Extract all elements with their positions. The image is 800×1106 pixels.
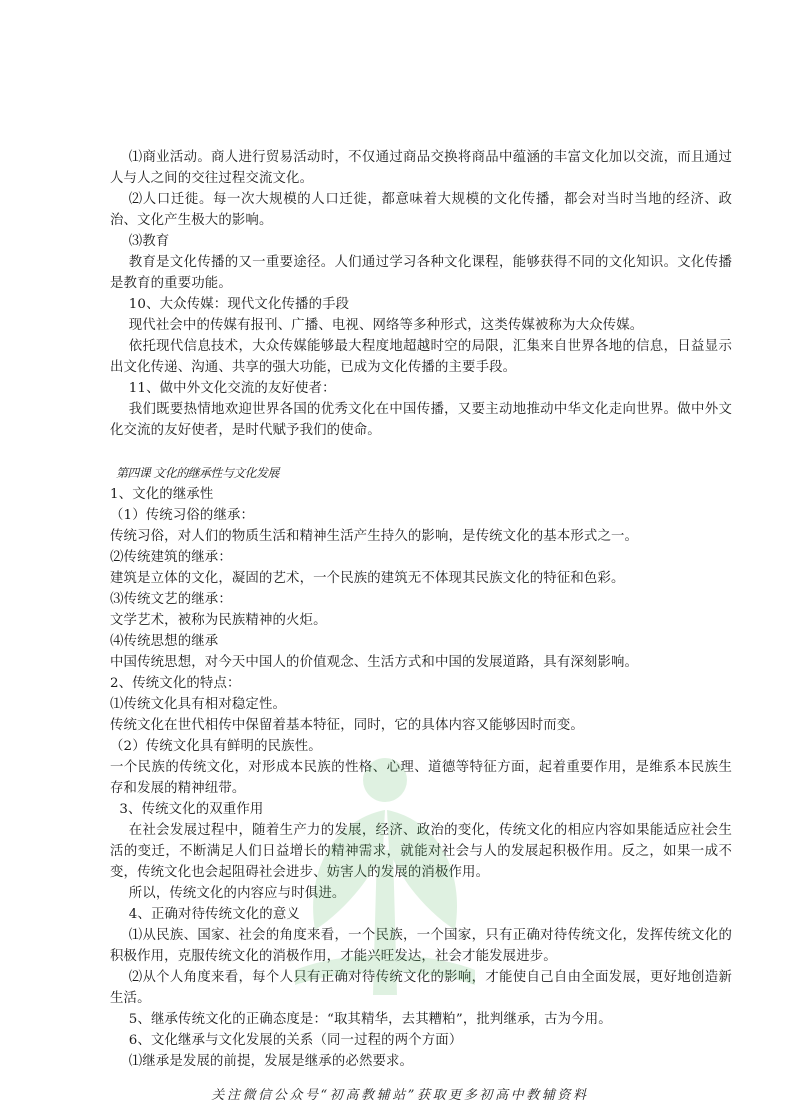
section-heading: 10、大众传媒：现代文化传播的手段 bbox=[128, 297, 350, 312]
section-heading: 6、文化继承与文化发展的关系（同一过程的两个方面） bbox=[128, 1033, 463, 1048]
section-heading: 3、传统文化的双重作用 bbox=[119, 802, 264, 817]
lesson-title: 第四课 文化的继承性与文化发展 bbox=[116, 466, 279, 480]
paragraph: 依托现代信息技术，大众传媒能够最大程度地超越时空的局限，汇集来自世界各地的信息，日益显示出文化传递、沟通、共享的强大功能，已成为文化传播的主要手段。 bbox=[110, 339, 732, 375]
paragraph: ⑴商业活动。商人进行贸易活动时，不仅通过商品交换将商品中蕴涵的丰富文化加以交流，而且通过人与人之间的交往过程交流文化。 bbox=[110, 150, 732, 186]
sub-heading: ⑷传统思想的继承 bbox=[110, 634, 219, 649]
section-heading: 2、传统文化的特点： bbox=[110, 676, 241, 691]
paragraph: 我们既要热情地欢迎世界各国的优秀文化在中国传播，又要主动地推动中华文化走向世界。做中外文化交流的友好使者，是时代赋予我们的使命。 bbox=[110, 402, 732, 438]
paragraph: 中国传统思想，对今天中国人的价值观念、生活方式和中国的发展道路，具有深刻影响。 bbox=[110, 655, 639, 670]
paragraph: ⑵从个人角度来看，每个人只有正确对待传统文化的影响，才能使自己自由全面发展，更好地创造新生活。 bbox=[110, 970, 732, 1006]
footer-notice: 关注微信公众号“初高教辅站”获取更多初高中教辅资料 bbox=[211, 1088, 589, 1103]
sub-heading: ⑶传统文艺的继承： bbox=[110, 592, 232, 607]
paragraph: 现代社会中的传媒有报刊、广播、电视、网络等多种形式，这类传媒被称为大众传媒。 bbox=[128, 318, 644, 333]
section-heading: 1、文化的继承性 bbox=[110, 487, 214, 502]
paragraph: 所以，传统文化的内容应与时俱进。 bbox=[128, 886, 346, 901]
sub-heading: ⑴传统文化具有相对稳定性。 bbox=[110, 697, 287, 712]
sub-heading: （2）传统文化具有鲜明的民族性。 bbox=[110, 739, 322, 754]
section-heading: 4、正确对待传统文化的意义 bbox=[128, 907, 300, 922]
paragraph: 文学艺术，被称为民族精神的火炬。 bbox=[110, 613, 327, 628]
paragraph: ⑴继承是发展的前提，发展是继承的必然要求。 bbox=[128, 1054, 414, 1069]
paragraph: 教育是文化传播的又一重要途径。人们通过学习各种文化课程，能够获得不同的文化知识。文化传播是教育的重要功能。 bbox=[110, 255, 732, 291]
section-heading: 11、做中外文化交流的友好使者： bbox=[128, 381, 336, 396]
paragraph: ⑶教育 bbox=[128, 234, 170, 249]
sub-heading: ⑵传统建筑的继承： bbox=[110, 550, 232, 565]
document-body bbox=[110, 147, 732, 1072]
paragraph: 在社会发展过程中，随着生产力的发展，经济、政治的变化，传统文化的相应内容如果能适应社会生活的变迁，不断满足人们日益增长的精神需求，就能对社会与人的发展起积极作用。反之，如果一成不变，传统文化也会起阻碍社会进步、妨害人的发展的消极作用。 bbox=[110, 823, 732, 880]
sub-heading: （1）传统习俗的继承： bbox=[110, 508, 255, 523]
paragraph: 建筑是立体的文化，凝固的艺术，一个民族的建筑无不体现其民族文化的特征和色彩。 bbox=[110, 571, 625, 586]
paragraph: ⑵人口迁徙。每一次大规模的人口迁徙，都意味着大规模的文化传播，都会对当时当地的经济、政治、文化产生极大的影响。 bbox=[110, 192, 732, 228]
paragraph: 一个民族的传统文化，对形成本民族的性格、心理、道德等特征方面，起着重要作用，是维系本民族生存和发展的精神纽带。 bbox=[110, 760, 732, 796]
section-heading: 5、继承传统文化的正确态度是：“取其精华，去其糟粕”，批判继承，古为今用。 bbox=[128, 1012, 612, 1027]
paragraph: ⑴从民族、国家、社会的角度来看，一个民族，一个国家，只有正确对待传统文化，发挥传统文化的积极作用，克服传统文化的消极作用，才能兴旺发达，社会才能发展进步。 bbox=[110, 928, 732, 964]
paragraph: 传统文化在世代相传中保留着基本特征，同时，它的具体内容又能够因时而变。 bbox=[110, 718, 584, 733]
paragraph: 传统习俗，对人们的物质生活和精神生活产生持久的影响，是传统文化的基本形式之一。 bbox=[110, 529, 639, 544]
